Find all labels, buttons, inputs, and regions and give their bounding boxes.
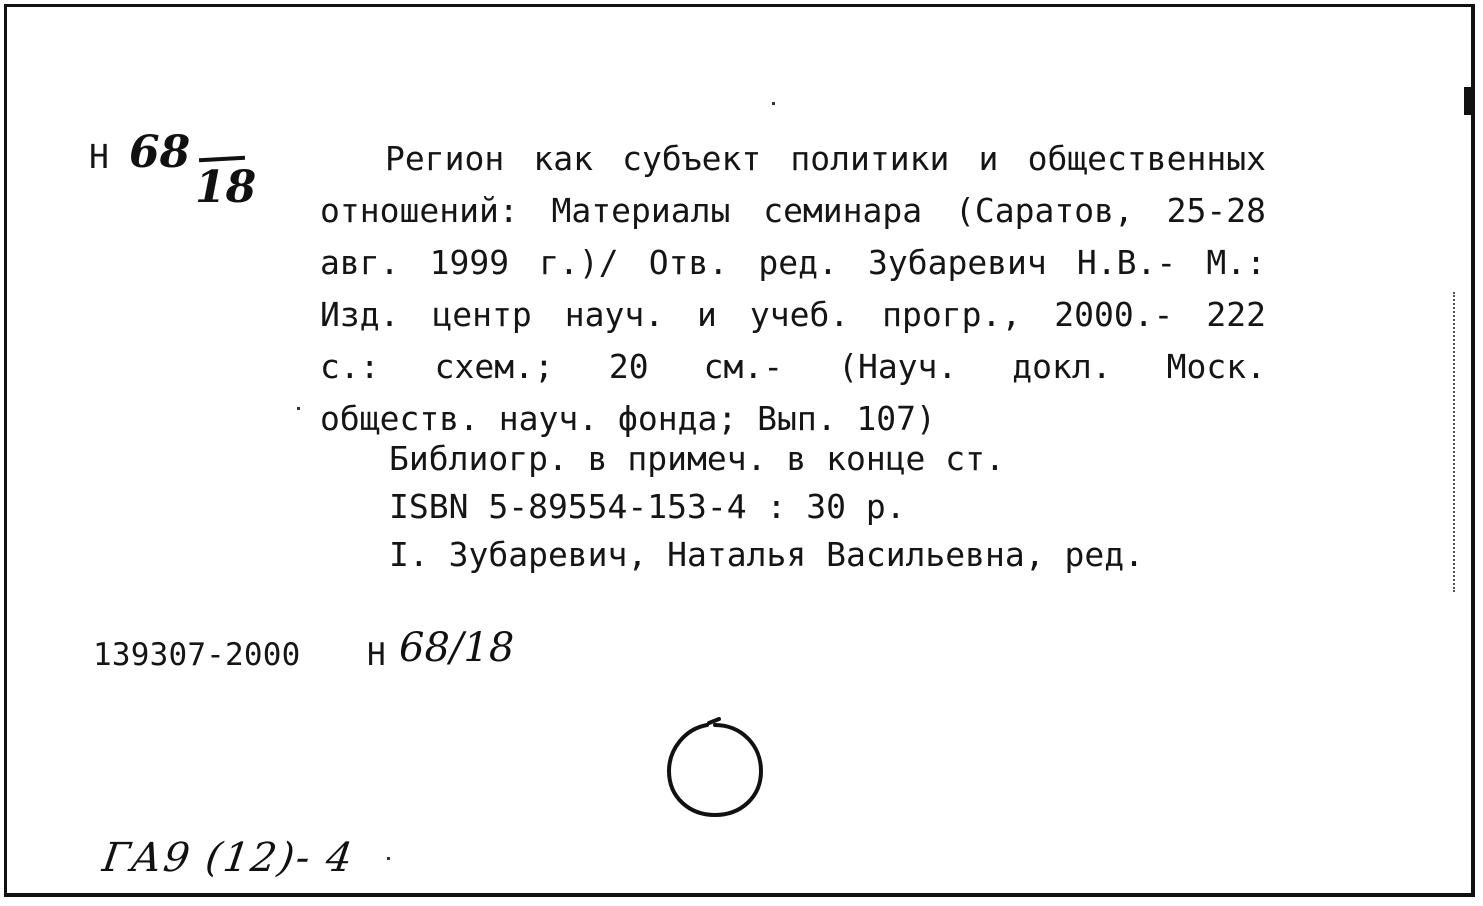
description-line-2: отношений: Материалы семинара (Саратов, 25-28 [320, 191, 1266, 230]
bibliography-note: Библиогр. в примеч. в конце ст. [389, 439, 1005, 478]
description-line-5: с.: схем.; 20 см.- (Науч. докл. Моск. [320, 347, 1266, 386]
reg-shelf-handwritten: 68/18 [399, 625, 515, 671]
added-entry: I. Зубаревич, Наталья Васильевна, ред. [389, 535, 1144, 574]
description-line-3: авг. 1999 г.)/ Отв. ред. Зубаревич Н.В.- М.: [320, 243, 1266, 282]
card-hole-circle [659, 713, 771, 825]
bottom-handwritten-code: ГА9 (12)- 4 [99, 835, 357, 881]
scan-edge-mark [1464, 87, 1471, 115]
description-line-4: Изд. центр науч. и учеб. прогр., 2000.- 222 [320, 295, 1266, 334]
dust-speck [387, 857, 390, 860]
shelf-prefix: Н [89, 137, 110, 176]
registration-number: 139307-2000 [93, 637, 301, 673]
dust-speck [772, 102, 775, 105]
shelf-number-handwritten: 68 [129, 127, 191, 178]
description-line-1: Регион как субъект политики и общественных [385, 139, 1266, 178]
reg-shelf-prefix: Н [367, 637, 386, 673]
perforation-ticks [1453, 292, 1459, 592]
shelf-fraction-handwritten: 18 [195, 162, 257, 213]
catalog-card [4, 4, 1475, 897]
isbn-price: ISBN 5-89554-153-4 : 30 р. [389, 487, 906, 526]
dust-speck [297, 407, 300, 410]
description-line-6: обществ. науч. фонда; Вып. 107) [320, 399, 936, 438]
